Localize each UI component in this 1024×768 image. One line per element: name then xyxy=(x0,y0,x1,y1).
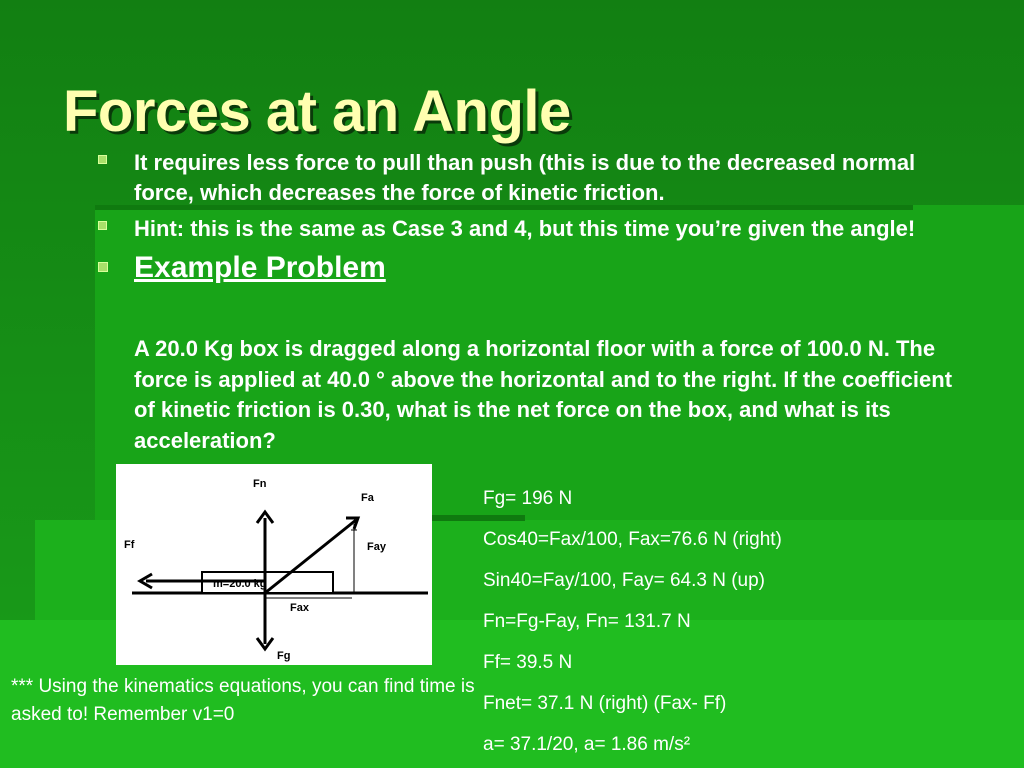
solution-line: Ff= 39.5 N xyxy=(483,652,573,673)
bullet-square-icon xyxy=(98,155,107,164)
fg-label: Fg xyxy=(277,650,291,662)
solution-line: Sin40=Fay/100, Fay= 64.3 N (up) xyxy=(483,570,765,591)
bullet-item xyxy=(95,148,975,208)
solution-line: a= 37.1/20, a= 1.86 m/s² xyxy=(483,734,691,755)
problem-statement: A 20.0 Kg box is dragged along a horizontal floor with a force of 100.0 N. The force is applied at 40.0 ° above the horizontal and to the right. If the coefficient of kinetic friction is 0.30, what is the net force on the box, and what is its acceleration? xyxy=(134,336,953,453)
bullet-text: It requires less force to pull than push (this is due to the decreased normal force, which decreases the force of kinetic friction. xyxy=(134,150,916,205)
slide-title: Forces at an Angle xyxy=(63,79,571,144)
bullet-item xyxy=(95,214,975,244)
bullet-square-icon xyxy=(98,221,107,230)
bullet-text: Hint: this is the same as Case 3 and 4, but this time you’re given the angle! xyxy=(134,216,916,241)
force-diagram xyxy=(116,464,432,665)
solution-steps xyxy=(483,478,1003,765)
solution-line: Cos40=Fax/100, Fax=76.6 N (right) xyxy=(483,529,782,550)
solution-line: Fnet= 37.1 N (right) (Fax- Ff) xyxy=(483,693,727,714)
force-diagram-svg xyxy=(116,464,432,665)
kinematics-note: *** Using the kinematics equations, you can find time is asked to! Remember v1=0 xyxy=(11,676,475,725)
bullet-item xyxy=(95,250,975,286)
solution-line: Fg= 196 N xyxy=(483,488,573,509)
bullet-list xyxy=(95,148,975,292)
fn-label: Fn xyxy=(253,478,267,490)
bullet-square-icon xyxy=(98,262,108,272)
box-label: m=20.0 kg xyxy=(213,578,267,590)
ff-label: Ff xyxy=(124,539,135,551)
example-problem-heading: Example Problem xyxy=(134,251,386,284)
fay-label: Fay xyxy=(367,541,386,553)
fa-label: Fa xyxy=(361,492,374,504)
fax-label: Fax xyxy=(290,602,309,614)
solution-line: Fn=Fg-Fay, Fn= 131.7 N xyxy=(483,611,691,632)
